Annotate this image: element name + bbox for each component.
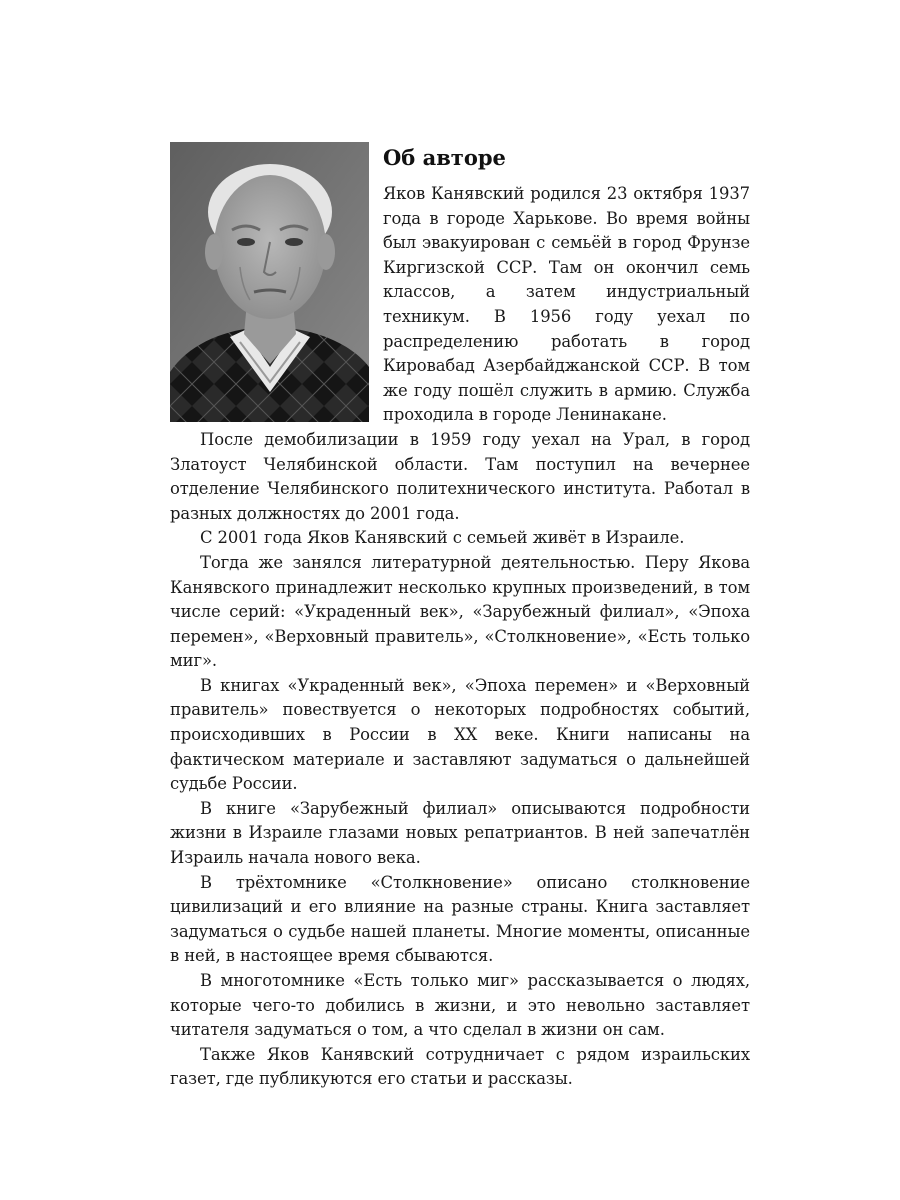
author-portrait-icon <box>170 142 369 422</box>
paragraph-demobilization: После демобилизации в 1959 году уехал на Урал, в город Златоуст Челябинской области. Там поступил на вечернее отделение Челябинского политехнического института. Работал в разных должностях до 2001 года. <box>170 429 750 523</box>
paragraph-collision: В трёхтомнике «Столкновение» описано столкновение цивилизаций и его влияние на разные страны. Книга заставляет задуматься о судьбе нашей планеты. Многие моменты, описанные в ней, в настоящее время сбываются. <box>170 872 750 966</box>
paragraph-foreign-branch: В книге «Зарубежный филиал» описываются подробности жизни в Израиле глазами новых репатриантов. В ней запечатлён Израиль начала нового века. <box>170 798 750 868</box>
paragraph-books-russia: В книгах «Украденный век», «Эпоха перемен» и «Верховный правитель» повествуется о некоторых подробностях событий, происходивших в России в XX веке. Книги написаны на фактическом материале и заставляют задуматься о дальнейшей судьбе России. <box>170 675 750 794</box>
paragraph-israel: С 2001 года Яков Канявский с семьей живёт в Израиле. <box>200 528 685 548</box>
paragraph-birth: Яков Канявский родился 23 октября 1937 года в городе Харькове. Во время войны был эвакуирован с семьёй в город Фрунзе Киргизской ССР. Там он окончил семь классов, а затем индустриальный техникум. В 1956 году уехал по распределению работать в город Кировабад Азербайджанской ССР. В том же году пошёл служить в армию. Служба проходила в городе Ленинакане. <box>383 184 750 425</box>
section-heading: Об авторе <box>383 145 506 170</box>
paragraph-literary-activity: Тогда же занялся литературной деятельностью. Перу Якова Канявского принадлежит несколько крупных произведений, в том числе серий: «Украденный век», «Зарубежный филиал», «Эпоха перемен», «Верховный правитель», «Столкновение», «Есть только миг». <box>170 552 750 671</box>
author-photo <box>170 142 369 422</box>
paragraph-only-moment: В многотомнике «Есть только миг» рассказывается о людях, которые чего-то добились в жизни, и это невольно заставляет читателя задуматься о том, а что сделал в жизни он сам. <box>170 971 750 1040</box>
about-author-page <box>170 140 750 1092</box>
paragraph-newspapers: Также Яков Канявский сотрудничает с рядом израильских газет, где публикуются его статьи и рассказы. <box>170 1044 750 1089</box>
